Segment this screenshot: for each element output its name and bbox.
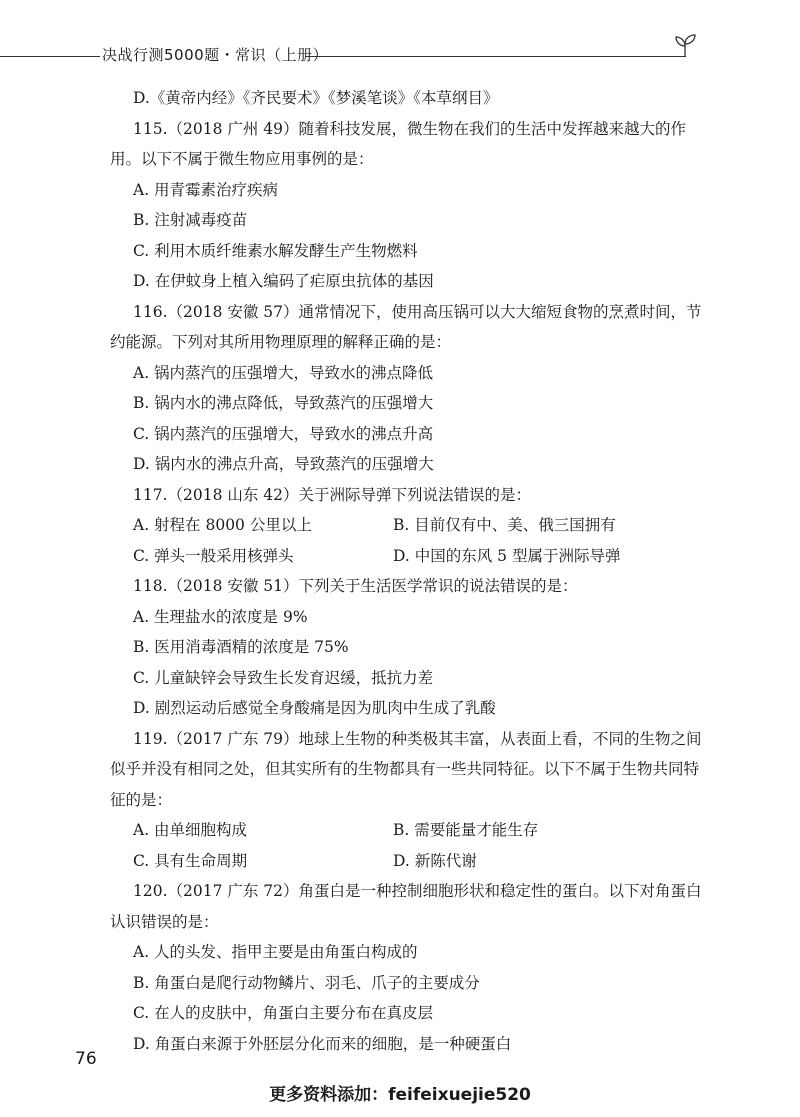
question-stem: 117.（2018 山东 42）关于洲际导弹下列说法错误的是： — [133, 485, 532, 504]
question-stem-continued: 认识错误的是： — [110, 912, 219, 931]
option-text: D.《黄帝内经》《齐民要术》《梦溪笔谈》《本草纲目》 — [133, 89, 499, 107]
option-text: C. 在人的皮肤中，角蛋白主要分布在真皮层 — [133, 1004, 434, 1022]
question-stem-continued: 用。以下不属于微生物应用事例的是： — [110, 150, 374, 168]
option-text: A. 锅内蒸汽的压强增大，导致水的沸点降低 — [133, 363, 434, 382]
question-stem: 118.（2018 安徽 51）下列关于生活医学常识的说法错误的是： — [133, 577, 578, 595]
option-text: C. 利用木质纤维素水解发酵生产生物燃料 — [133, 241, 418, 260]
question-stem-continued: 约能源。下列对其所用物理原理的解释正确的是： — [110, 333, 452, 351]
option-text: C. 弹头一般采用核弹头 — [133, 546, 294, 565]
question-content — [110, 88, 702, 1064]
book-title: 决战行测5000题・常识（上册） — [102, 46, 329, 64]
footer-contact: 更多资料添加：feifeixuejie520 — [269, 1085, 531, 1105]
question-stem: 116.（2018 安徽 57）通常情况下，使用高压锅可以大大缩短食物的烹煮时间，节 — [133, 302, 702, 321]
option-text: D. 剧烈运动后感觉全身酸痛是因为肌肉中生成了乳酸 — [133, 699, 496, 717]
option-row — [110, 851, 695, 871]
header-rule-left — [0, 56, 100, 57]
option-text: B. 目前仅有中、美、俄三国拥有 — [393, 516, 616, 534]
option-text: A. 人的头发、指甲主要是由角蛋白构成的 — [133, 943, 418, 961]
option-text: B. 医用消毒酒精的浓度是 75% — [133, 638, 349, 656]
option-text: D. 在伊蚊身上植入编码了疟原虫抗体的基因 — [133, 272, 434, 290]
running-header — [0, 40, 800, 70]
option-text: D. 角蛋白来源于外胚层分化而来的细胞，是一种硬蛋白 — [133, 1034, 512, 1053]
option-text: D. 中国的东风 5 型属于洲际导弹 — [393, 546, 621, 565]
question-stem-continued: 似乎并没有相同之处，但其实所有的生物都具有一些共同特征。以下不属于生物共同特 — [110, 760, 700, 778]
option-text: B. 注射减毒疫苗 — [133, 211, 248, 229]
option-text: C. 具有生命周期 — [133, 851, 248, 870]
option-text: C. 儿童缺锌会导致生长发育迟缓，抵抗力差 — [133, 668, 434, 687]
option-text: B. 角蛋白是爬行动物鳞片、羽毛、爪子的主要成分 — [133, 973, 480, 992]
option-text: B. 需要能量才能生存 — [393, 821, 539, 839]
sprout-icon — [672, 32, 698, 58]
option-text: B. 锅内水的沸点降低，导致蒸汽的压强增大 — [133, 394, 434, 412]
page-number: 76 — [75, 1049, 97, 1069]
option-text: A. 射程在 8000 公里以上 — [133, 516, 312, 534]
option-text: A. 生理盐水的浓度是 9% — [133, 607, 308, 626]
option-row — [110, 820, 695, 840]
option-text: D. 新陈代谢 — [393, 851, 477, 870]
question-stem: 120.（2017 广东 72）角蛋白是一种控制细胞形状和稳定性的蛋白。以下对角蛋白 — [133, 882, 702, 900]
option-text: D. 锅内水的沸点升高，导致蒸汽的压强增大 — [133, 455, 434, 473]
option-row — [110, 515, 695, 535]
question-stem: 119.（2017 广东 79）地球上生物的种类极其丰富，从表面上看，不同的生物之间 — [133, 729, 702, 748]
option-text: A. 用青霉素治疗疾病 — [133, 180, 279, 199]
header-rule-right — [306, 56, 686, 57]
question-stem-continued: 征的是： — [110, 790, 173, 809]
option-row — [110, 546, 695, 566]
option-text: C. 锅内蒸汽的压强增大，导致水的沸点升高 — [133, 424, 434, 443]
option-text: A. 由单细胞构成 — [133, 821, 248, 839]
question-stem: 115.（2018 广州 49）随着科技发展，微生物在我们的生活中发挥越来越大的作 — [133, 119, 687, 138]
